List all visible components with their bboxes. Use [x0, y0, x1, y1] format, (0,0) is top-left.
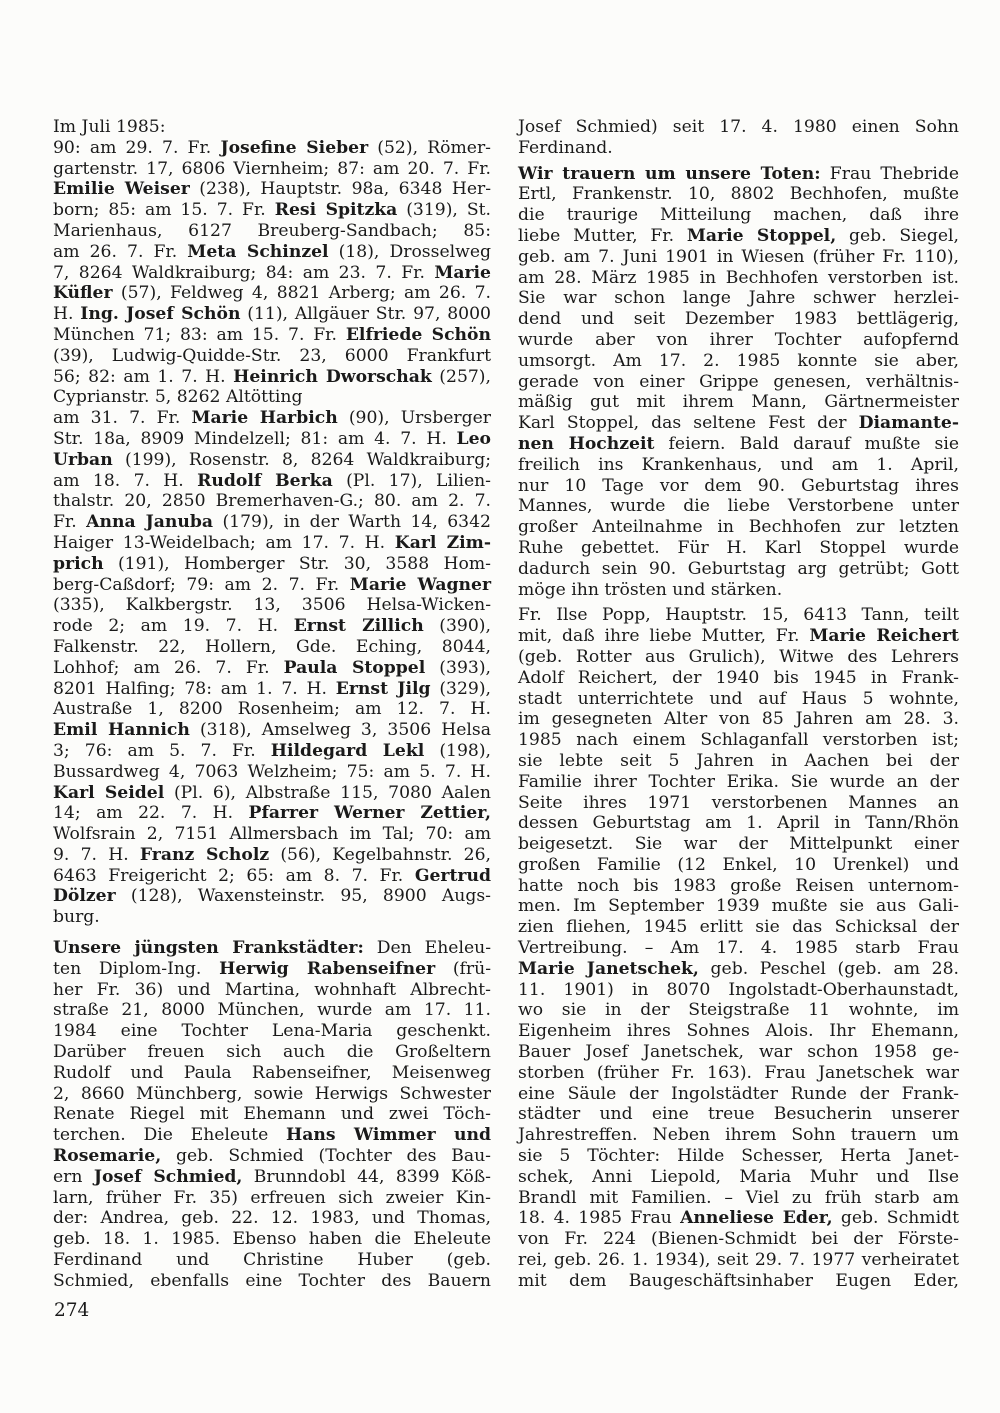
text-line: dessen Geburtstag am 1. April in Tann/Rhön	[518, 813, 959, 834]
text-line: storben (früher Fr. 163). Frau Janetschek war	[518, 1062, 959, 1083]
text-line: 2, 8660 Münchberg, sowie Herwigs Schwester	[53, 1083, 491, 1104]
text-line: Ertl, Frankenstr. 10, 8802 Bechhofen, mußte	[518, 184, 959, 205]
text-line: thalstr. 20, 2850 Bremerhaven-G.; 80. am 2. 7.	[53, 491, 491, 512]
left-text-column	[53, 117, 491, 1292]
text-line: nen Hochzeit feiern. Bald darauf mußte sie	[518, 433, 959, 454]
text-line: Cyprianstr. 5, 8262 Altötting	[53, 387, 303, 408]
text-line: zien fliehen, 1945 erlitt sie das Schicksal der	[518, 917, 959, 938]
text-line: mit dem Baugeschäftsinhaber Eugen Eder,	[518, 1270, 959, 1291]
text-line: 9. 7. H. Franz Scholz (56), Kegelbahnstr. 26,	[53, 844, 491, 865]
text-line: Mannes, wurde die liebe Verstorbene unter	[518, 496, 959, 517]
text-line: straße 21, 8000 München, wurde am 17. 11.	[53, 1000, 491, 1021]
page-number: 274	[54, 1300, 90, 1321]
text-line: die traurige Mitteilung machen, daß ihre	[518, 205, 959, 226]
text-line: Wolfsrain 2, 7151 Allmersbach im Tal; 70: am	[53, 824, 491, 845]
text-line: terchen. Die Eheleute Hans Wimmer und	[53, 1125, 491, 1146]
text-line: Lohhof; am 26. 7. Fr. Paula Stoppel (393),	[53, 657, 491, 678]
text-line: geb. 18. 1. 1985. Ebenso haben die Eheleute	[53, 1229, 491, 1250]
text-line: wo sie in der Steigstraße 11 wohnte, im	[518, 1000, 959, 1021]
text-line: Darüber freuen sich auch die Großeltern	[53, 1042, 491, 1063]
text-line: Fr. Ilse Popp, Hauptstr. 15, 6413 Tann, teilt	[518, 605, 959, 626]
text-line: Karl Seidel (Pl. 6), Albstraße 115, 7080 Aalen	[53, 782, 491, 803]
text-line: Fr. Anna Januba (179), in der Warth 14, 6342	[53, 512, 491, 533]
text-line: München 71; 83: am 15. 7. Fr. Elfriede Schön	[53, 324, 491, 345]
text-line: am 26. 7. Fr. Meta Schinzel (18), Drosselweg	[53, 241, 491, 262]
text-line: dadurch sein 90. Geburtstag arg getrübt; Gott	[518, 558, 959, 579]
text-line: (335), Kalkbergstr. 13, 3506 Helsa-Wicken-	[53, 595, 491, 616]
text-line: Str. 18a, 8909 Mindelzell; 81: am 4. 7. H. Leo	[53, 428, 491, 449]
text-line: Familie ihrer Tochter Erika. Sie wurde an der	[518, 771, 959, 792]
text-line: mäßig gut mit ihrem Mann, Gärtnermeister	[518, 392, 959, 413]
text-line: 1984 eine Tochter Lena-Maria geschenkt.	[53, 1021, 491, 1042]
text-line: Renate Riegel mit Ehemann und zwei Töch-	[53, 1104, 491, 1125]
text-line: 7, 8264 Waldkraiburg; 84: am 23. 7. Fr. Marie	[53, 262, 491, 283]
text-line: 8201 Halfing; 78: am 1. 7. H. Ernst Jilg (329),	[53, 678, 491, 699]
text-line: stadt unterrichtete und auf Haus 5 wohnte,	[518, 688, 959, 709]
text-line: Urban (199), Rosenstr. 8, 8264 Waldkraiburg;	[53, 449, 491, 470]
text-line: born; 85: am 15. 7. Fr. Resi Spitzka (319), St.	[53, 200, 491, 221]
text-line: Josef Schmied) seit 17. 4. 1980 einen Sohn	[518, 117, 959, 137]
text-line: gerade von einer Grippe genesen, verhältnis-	[518, 371, 959, 392]
text-line: Im Juli 1985:	[53, 117, 166, 137]
text-line: hatte noch bis 1983 große Reisen unternom-	[518, 875, 959, 896]
text-line: 3; 76: am 5. 7. Fr. Hildegard Lekl (198),	[53, 740, 491, 761]
text-line: Bussardweg 4, 7063 Welzheim; 75: am 5. 7. H.	[53, 761, 491, 782]
text-line: dend und seit Dezember 1983 bettlägerig,	[518, 309, 959, 330]
text-line: sie 5 Töchter: Hilde Schesser, Herta Janet-	[518, 1146, 959, 1167]
text-line: Austraße 1, 8200 Rosenheim; am 12. 7. H.	[53, 699, 491, 720]
text-line: freilich ins Krankenhaus, und am 1. April,	[518, 454, 959, 475]
text-line: 90: am 29. 7. Fr. Josefine Sieber (52), Römer-	[53, 137, 491, 158]
text-line: schek, Anni Liepold, Maria Muhr und Ilse	[518, 1166, 959, 1187]
text-line: Adolf Reichert, der 1940 bis 1945 in Frank-	[518, 667, 959, 688]
text-line: beigesetzt. Sie war der Mittelpunkt einer	[518, 834, 959, 855]
text-line: Emilie Weiser (238), Hauptstr. 98a, 6348 Her-	[53, 179, 492, 200]
text-line: Emil Hannich (318), Amselweg 3, 3506 Helsa	[53, 720, 491, 741]
text-line: umsorgt. Am 17. 2. 1985 konnte sie aber,	[518, 350, 959, 371]
text-line: burg.	[53, 907, 100, 928]
text-line: Karl Stoppel, das seltene Fest der Diamante-	[518, 413, 959, 434]
text-line: von Fr. 224 (Bienen-Schmidt bei der Förste-	[518, 1229, 959, 1250]
text-line: mit, daß ihre liebe Mutter, Fr. Marie Reichert	[518, 626, 959, 647]
text-line: Rosemarie, geb. Schmied (Tochter des Bau-	[53, 1146, 491, 1167]
text-line: gartenstr. 17, 6806 Viernheim; 87: am 20. 7. Fr.	[53, 158, 491, 179]
text-line: geb. am 7. Juni 1901 in Wiesen (früher Fr. 110),	[518, 246, 959, 267]
text-line: Unsere jüngsten Frankstädter: Den Eheleu-	[53, 938, 491, 959]
text-line: Falkenstr. 22, Hollern, Gde. Eching, 8044,	[53, 636, 491, 657]
text-line: am 18. 7. H. Rudolf Berka (Pl. 17), Lilien-	[53, 470, 491, 491]
text-line: prich (191), Homberger Str. 30, 3588 Hom-	[53, 553, 491, 574]
text-line: Ferdinand und Christine Huber (geb.	[53, 1250, 491, 1271]
text-line: großer Anteilnahme in Bechhofen zur letzten	[518, 517, 959, 538]
text-line: berg-Caßdorf; 79: am 2. 7. Fr. Marie Wagner	[53, 574, 491, 595]
paragraph-gap	[53, 928, 491, 938]
text-line: 56; 82: am 1. 7. H. Heinrich Dworschak (257),	[53, 366, 491, 387]
text-line: Bauer Josef Janetschek, war schon 1958 ge-	[518, 1042, 959, 1063]
text-line: H. Ing. Josef Schön (11), Allgäuer Str. 97, 8000	[53, 304, 491, 325]
text-line: Seite ihres 1971 verstorbenen Mannes an	[518, 792, 959, 813]
text-line: Rudolf und Paula Rabenseifner, Meisenweg	[53, 1062, 491, 1083]
text-line: 6463 Freigericht 2; 65: am 8. 7. Fr. Gertrud	[53, 865, 491, 886]
text-line: möge ihn trösten und stärken.	[518, 579, 783, 600]
text-line: (geb. Rotter aus Grulich), Witwe des Lehrers	[518, 646, 959, 667]
text-line: Ferdinand.	[518, 137, 613, 158]
text-line: Sie war schon lange Jahre schwer herzlei-	[518, 288, 959, 309]
text-line: 18. 4. 1985 Frau Anneliese Eder, geb. Schmidt	[518, 1208, 959, 1229]
text-line: Vertreibung. – Am 17. 4. 1985 starb Frau	[518, 938, 959, 959]
text-line: 14; am 22. 7. H. Pfarrer Werner Zettier,	[53, 803, 491, 824]
text-line: am 28. März 1985 in Bechhofen verstorben ist.	[518, 267, 959, 288]
text-line: Jahrestreffen. Neben ihrem Sohn trauern um	[518, 1125, 959, 1146]
text-line: (39), Ludwig-Quidde-Str. 23, 6000 Frankfurt	[53, 345, 491, 366]
text-line: sie lebte seit 5 Jahren in Aachen bei der	[518, 750, 959, 771]
text-line: ern Josef Schmied, Brunndobl 44, 8399 Köß-	[53, 1166, 491, 1187]
text-line: eine Säule der Ingolstädter Runde der Frank-	[518, 1083, 959, 1104]
right-text-column	[518, 117, 959, 1292]
text-line: Ruhe gebettet. Für H. Karl Stoppel wurde	[518, 537, 959, 558]
text-line: liebe Mutter, Fr. Marie Stoppel, geb. Siegel,	[518, 225, 959, 246]
text-line: Eigenheim ihres Sohnes Alois. Ihr Ehemann,	[518, 1021, 959, 1042]
text-line: der: Andrea, geb. 22. 12. 1983, und Thomas,	[53, 1208, 491, 1229]
text-line: Marienhaus, 6127 Breuberg-Sandbach; 85:	[53, 220, 491, 241]
text-line: Haiger 13-Weidelbach; am 17. 7. H. Karl Zim-	[53, 532, 491, 553]
text-line: großen Familie (12 Enkel, 10 Urenkel) und	[518, 854, 959, 875]
text-line: am 31. 7. Fr. Marie Harbich (90), Ursberger	[53, 408, 491, 429]
text-line: 11. 1901) in 8070 Ingolstadt-Oberhaunstadt,	[518, 979, 959, 1000]
text-line: Schmied, ebenfalls eine Tochter des Bauern	[53, 1270, 491, 1291]
text-line: nur 10 Tage vor dem 90. Geburtstag ihres	[518, 475, 959, 496]
text-line: Marie Janetschek, geb. Peschel (geb. am 28.	[518, 958, 959, 979]
text-line: 1985 nach einem Schlaganfall verstorben ist;	[518, 730, 959, 751]
text-line: rei, geb. 26. 1. 1934), seit 29. 7. 1977 verheiratet	[518, 1250, 959, 1271]
text-line: Brandl mit Familien. – Viel zu früh starb am	[518, 1187, 959, 1208]
text-line: wurde aber von ihrer Tochter aufopfernd	[518, 329, 959, 350]
text-line: ten Diplom-Ing. Herwig Rabenseifner (frü-	[53, 958, 492, 979]
text-line: Wir trauern um unsere Toten: Frau Thebride	[518, 163, 960, 184]
text-line: men. Im September 1939 mußte sie aus Gali-	[518, 896, 959, 917]
text-line: her Fr. 36) und Martina, wohnhaft Albrecht-	[53, 979, 491, 1000]
text-line: städter und eine treue Besucherin unserer	[518, 1104, 959, 1125]
text-line: Dölzer (128), Waxensteinstr. 95, 8900 Augs-	[53, 886, 491, 907]
text-line: larn, früher Fr. 35) erfreuen sich zweier Kin-	[53, 1187, 491, 1208]
text-line: rode 2; am 19. 7. H. Ernst Zillich (390),	[53, 616, 491, 637]
text-line: Küfler (57), Feldweg 4, 8821 Arberg; am 26. 7.	[53, 283, 491, 304]
text-line: im gesegneten Alter von 85 Jahren am 28. 3.	[518, 709, 959, 730]
